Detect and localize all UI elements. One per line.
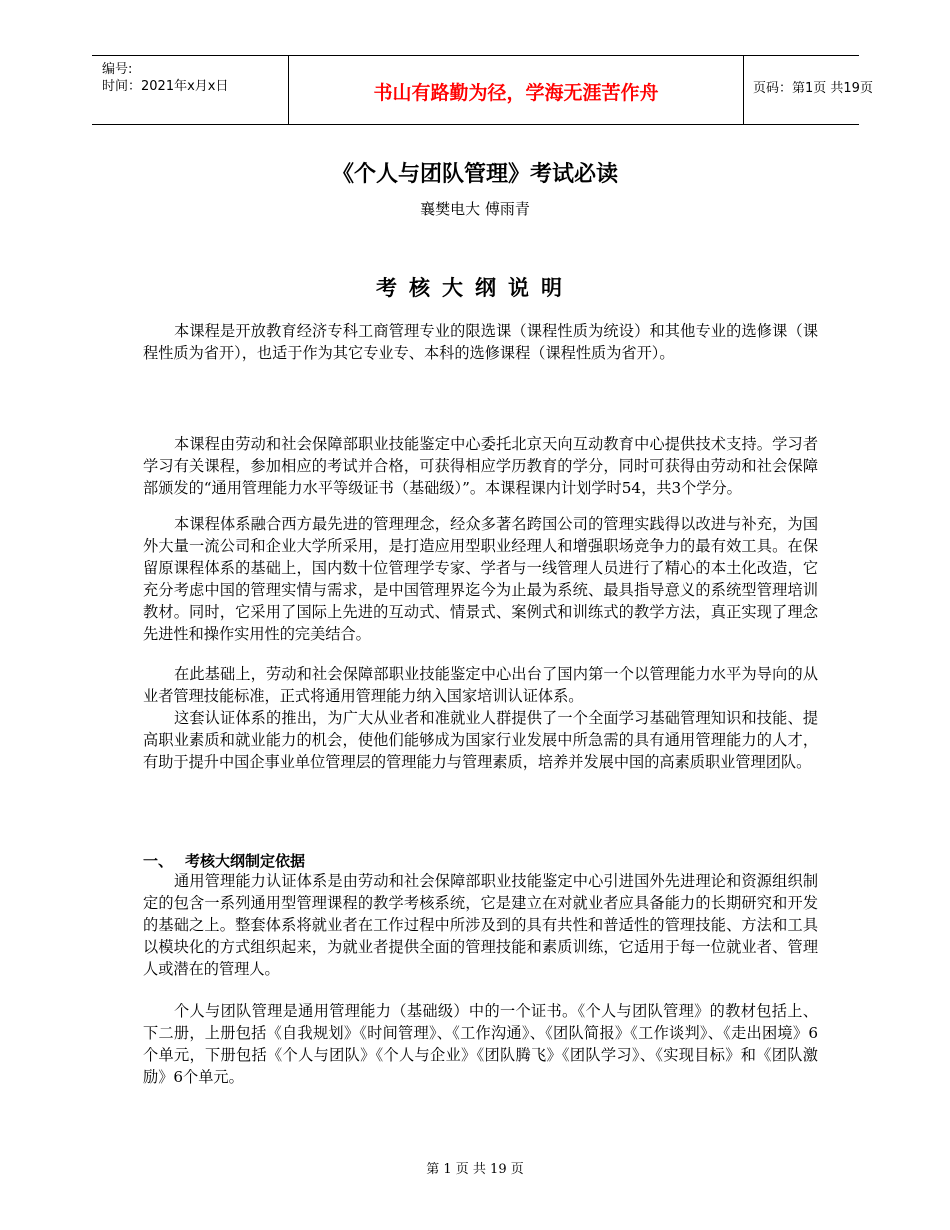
header-motto-cell (288, 56, 744, 124)
time-label: 时间：2021年x月x日 (102, 79, 229, 94)
paragraph: 本课程是开放教育经济专科工商管理专业的限选课（课程性质为统设）和其他专业的选修课（课程性质为省开），也适于作为其它专业专、本科的选修课程（课程性质为省开）。 (143, 322, 818, 362)
section-title: 考核大纲说明 (376, 276, 574, 300)
page-label: 页码：第1页 共19页 (753, 81, 873, 96)
heading-text: 考核大纲制定依据 (185, 852, 306, 870)
paragraph: 这套认证体系的推出，为广大从业者和准就业人群提供了一个全面学习基础管理知识和技能、提高职业素质和就业能力的机会，使他们能够成为国家行业发展中所急需的具有通用管理能力的人才，有助于提升中国企事业单位管理层的管理能力与管理素质，培养并发展中国的高素质职业管理团队。 (143, 709, 818, 771)
paragraph: 通用管理能力认证体系是由劳动和社会保障部职业技能鉴定中心引进国外先进理论和资源组织制定的包含一系列通用型管理课程的教学考核系统，它是建立在对就业者应具备能力的长期研究和开发的基础之上。整套体系将就业者在工作过程中所涉及到的具有共性和普适性的管理技能、方法和工具以模块化的方式组织起来，为就业者提供全面的管理技能和素质训练，它适用于每一位就业者、管理人或潜在的管理人。 (143, 872, 818, 978)
document-title: 《个人与团队管理》考试必读 (331, 162, 618, 187)
author-line: 襄樊电大 傅雨青 (420, 200, 530, 218)
paragraph: 本课程体系融合西方最先进的管理理念，经众多著名跨国公司的管理实践得以改进与补充，为国外大量一流公司和企业大学所采用，是打造应用型职业经理人和增强职场竞争力的最有效工具。在保留原课程体系的基础上，国内数十位管理学专家、学者与一线管理人员进行了精心的本土化改造，它充分考虑中国的管理实情与需求，是中国管理界迄今为止最为系统、最具指导意义的系统型管理培训教材。同时，它采用了国际上先进的互动式、情景式、案例式和训练式的教学方法，真正实现了理念先进性和操作实用性的完美结合。 (143, 515, 818, 643)
page-footer: 第 1 页 共 19 页 (426, 1162, 524, 1177)
header-page-cell (743, 56, 873, 124)
heading-number: 一、 (143, 852, 174, 870)
paragraph: 本课程由劳动和社会保障部职业技能鉴定中心委托北京天向互动教育中心提供技术支持。学习者学习有关课程，参加相应的考试并合格，可获得相应学历教育的学分，同时可获得由劳动和社会保障部颁发的“通用管理能力水平等级证书（基础级）”。本课程课内计划学时54，共3个学分。 (143, 435, 818, 497)
header-table (92, 55, 873, 125)
heading-1 (143, 850, 305, 871)
motto: 书山有路勤为径，学海无涯苦作舟 (373, 82, 659, 104)
number-label: 编号: (102, 62, 133, 77)
header-info-cell (92, 56, 288, 124)
paragraph: 在此基础上，劳动和社会保障部职业技能鉴定中心出台了国内第一个以管理能力水平为导向的从业者管理技能标准，正式将通用管理能力纳入国家培训认证体系。 (143, 665, 818, 705)
paragraph: 个人与团队管理是通用管理能力（基础级）中的一个证书。《个人与团队管理》的教材包括上、下二册，上册包括《自我规划》《时间管理》、《工作沟通》、《团队简报》《工作谈判》、《走出困境》6个单元，下册包括《个人与团队》《个人与企业》《团队腾飞》《团队学习》、《实现目标》和《团队激励》6个单元。 (143, 1002, 818, 1086)
